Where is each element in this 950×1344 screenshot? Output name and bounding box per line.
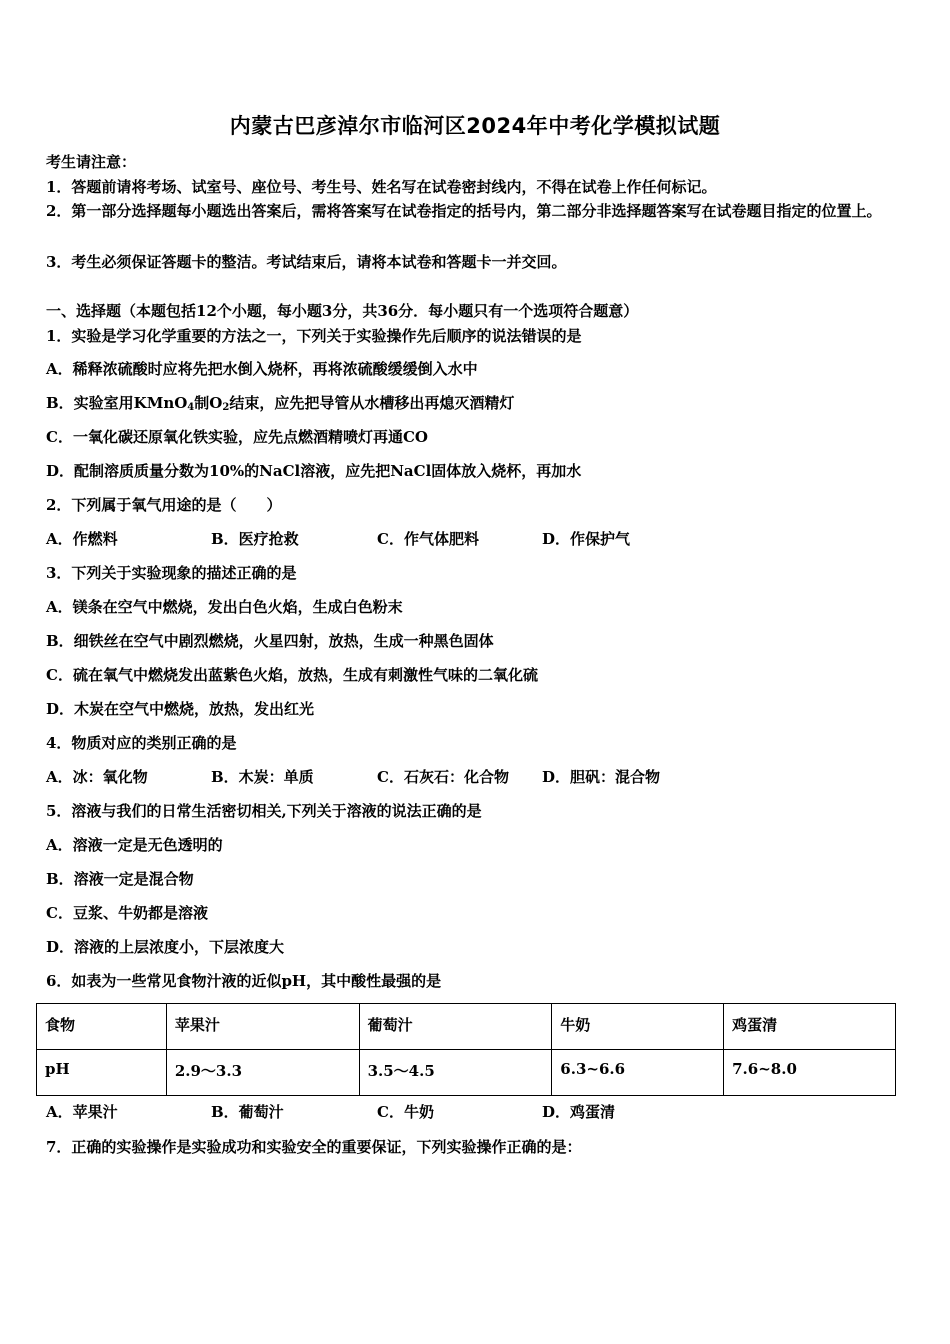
q5-option-a: A．溶液一定是无色透明的: [46, 836, 223, 854]
q2-option-b: B．医疗抢救: [211, 530, 299, 548]
q4-option-c: C．石灰石：化合物: [377, 768, 509, 786]
q3-option-b: B．细铁丝在空气中剧烈燃烧，火星四射，放热，生成一种黑色固体: [46, 632, 494, 650]
notice-item-3: 3．考生必须保证答题卡的整洁。考试结束后，请将本试卷和答题卡一并交回。: [46, 253, 567, 271]
q1-option-b-sub1: 4: [187, 402, 195, 413]
section-heading: 一、选择题（本题包括12个小题，每小题3分，共36分．每小题只有一个选项符合题意）: [46, 302, 639, 320]
q2-stem: 2．下列属于氧气用途的是（ ）: [46, 496, 282, 514]
table-header-cell: 食物: [37, 1004, 167, 1050]
table-row: [37, 1004, 896, 1050]
q3-option-c: C．硫在氧气中燃烧发出蓝紫色火焰，放热，生成有刺激性气味的二氧化硫: [46, 666, 538, 684]
q1-option-b-sub2: 2: [222, 402, 230, 413]
q3-option-d: D．木炭在空气中燃烧，放热，发出红光: [46, 700, 315, 718]
q5-option-d: D．溶液的上层浓度小，下层浓度大: [46, 938, 285, 956]
table-header-cell: 鸡蛋清: [724, 1004, 896, 1050]
q1-option-b-post: 结束，应先把导管从水槽移出再熄灭酒精灯: [229, 394, 515, 412]
q6-option-c: C．牛奶: [377, 1103, 434, 1121]
q2-option-a: A．作燃料: [46, 530, 118, 548]
table-header-cell: 牛奶: [552, 1004, 724, 1050]
q6-option-d: D．鸡蛋清: [542, 1103, 616, 1121]
q5-option-b: B．溶液一定是混合物: [46, 870, 194, 888]
q6-option-a: A．苹果汁: [46, 1103, 118, 1121]
table-cell: pH: [37, 1050, 167, 1096]
q3-stem: 3．下列关于实验现象的描述正确的是: [46, 564, 297, 582]
notice-item-2: 2．第一部分选择题每小题选出答案后，需将答案写在试卷指定的括号内，第二部分非选择题答案写在试卷题目指定的位置上。: [46, 202, 882, 220]
q4-option-d: D．胆矾：混合物: [542, 768, 661, 786]
table-cell: 2.9～3.3: [166, 1050, 359, 1096]
q5-option-c: C．豆浆、牛奶都是溶液: [46, 904, 208, 922]
q2-option-c: C．作气体肥料: [377, 530, 479, 548]
q1-option-b-pre: B．实验室用KMnO: [46, 394, 188, 412]
table-cell: 6.3~6.6: [552, 1050, 724, 1096]
q6-option-b: B．葡萄汁: [211, 1103, 284, 1121]
table-header-cell: 苹果汁: [166, 1004, 359, 1050]
q1-stem: 1．实验是学习化学重要的方法之一，下列关于实验操作先后顺序的说法错误的是: [46, 327, 582, 345]
q1-option-d: D．配制溶质质量分数为10%的NaCl溶液，应先把NaCl固体放入烧杯，再加水: [46, 462, 582, 480]
q4-stem: 4．物质对应的类别正确的是: [46, 734, 237, 752]
q5-stem: 5．溶液与我们的日常生活密切相关,下列关于溶液的说法正确的是: [46, 802, 482, 820]
q7-stem: 7．正确的实验操作是实验成功和实验安全的重要保证，下列实验操作正确的是：: [46, 1138, 582, 1156]
q1-option-a: A．稀释浓硫酸时应将先把水倒入烧杯，再将浓硫酸缓缓倒入水中: [46, 360, 478, 378]
table-cell: 3.5～4.5: [359, 1050, 552, 1096]
notice-item-1: 1．答题前请将考场、试室号、座位号、考生号、姓名写在试卷密封线内，不得在试卷上作任何标记。: [46, 178, 717, 196]
table-cell: 7.6~8.0: [724, 1050, 896, 1096]
q1-option-b-mid: 制O: [194, 394, 223, 412]
q4-option-a: A．冰：氧化物: [46, 768, 148, 786]
q1-option-b: [46, 393, 514, 418]
q2-option-d: D．作保护气: [542, 530, 631, 548]
q4-option-b: B．木炭：单质: [211, 768, 314, 786]
page-title: 内蒙古巴彦淖尔市临河区2024年中考化学模拟试题: [229, 114, 721, 138]
notice-heading: 考生请注意：: [46, 153, 137, 171]
table-header-cell: 葡萄汁: [359, 1004, 552, 1050]
q1-option-c: C．一氧化碳还原氧化铁实验，应先点燃酒精喷灯再通CO: [46, 428, 428, 446]
q6-stem: 6．如表为一些常见食物汁液的近似pH，其中酸性最强的是: [46, 972, 442, 990]
ph-table: [36, 1003, 896, 1096]
q3-option-a: A．镁条在空气中燃烧，发出白色火焰，生成白色粉末: [46, 598, 403, 616]
table-row: [37, 1050, 896, 1096]
